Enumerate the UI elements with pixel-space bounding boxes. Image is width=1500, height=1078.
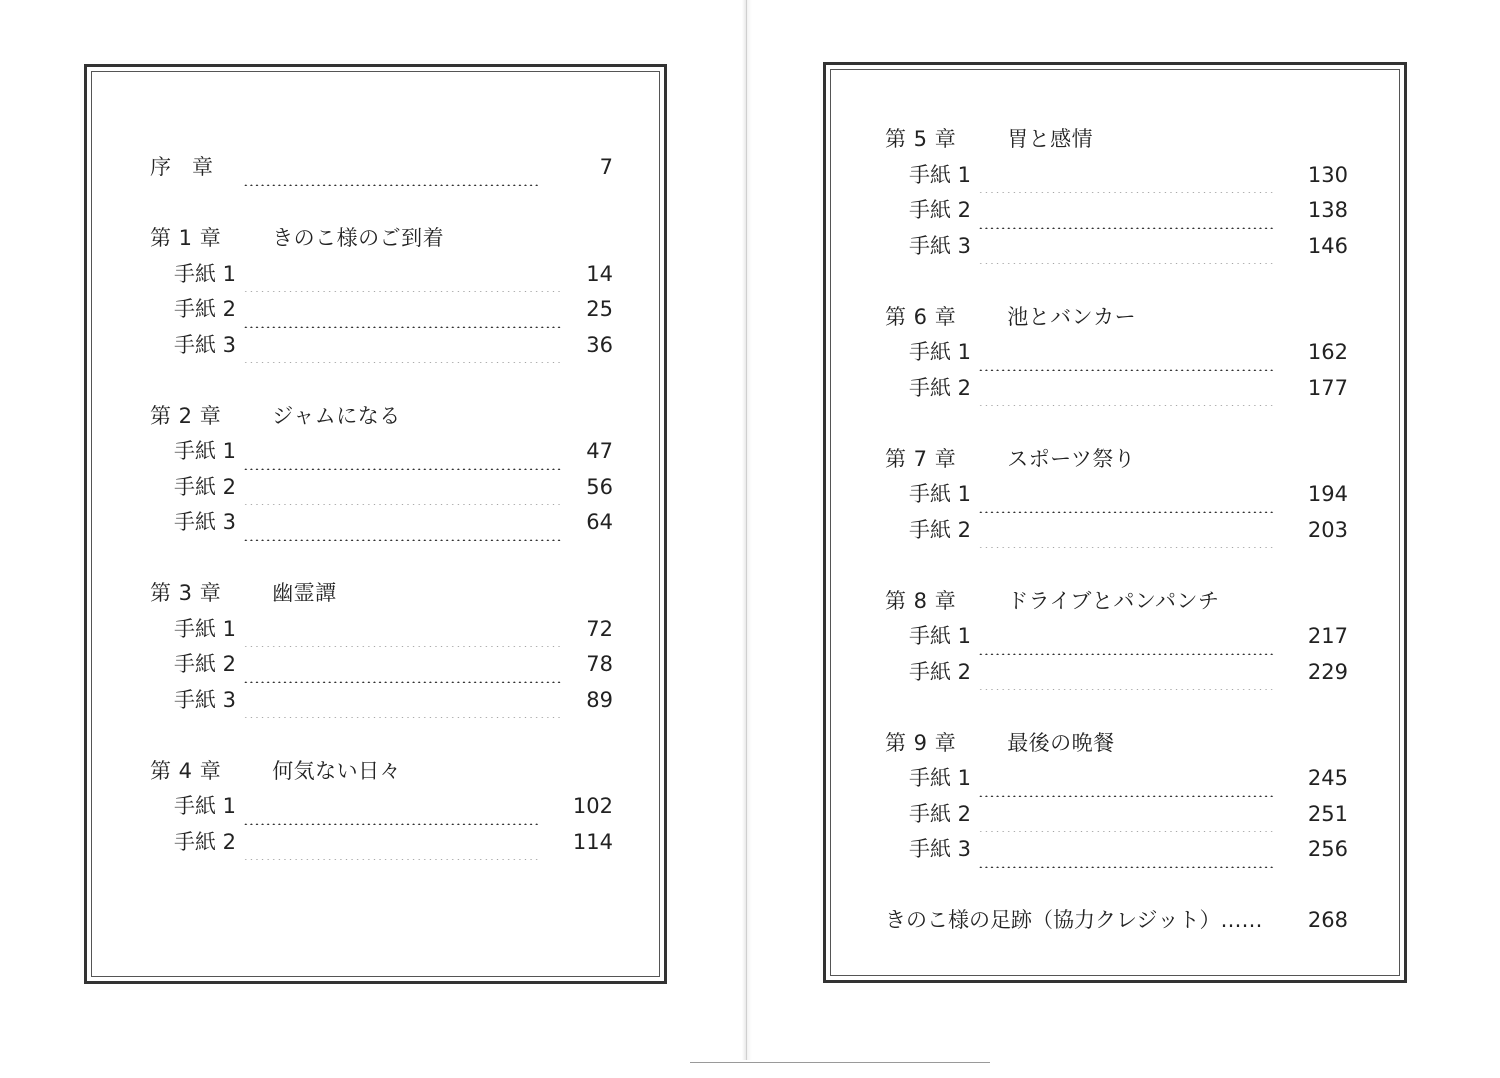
dot-leader (978, 513, 1274, 549)
spacer (150, 363, 615, 399)
spacer (885, 548, 1350, 584)
dot-leader (243, 505, 561, 541)
toc-entry[interactable] (150, 612, 615, 648)
toc-page-number: 162 (1307, 340, 1348, 364)
toc-entry[interactable] (885, 513, 1350, 549)
gutter-fold-line (746, 0, 747, 1060)
chapter-number: 第 5 章 (885, 127, 957, 151)
entry-label: 手紙 1 (909, 482, 972, 506)
toc-credits[interactable] (885, 903, 1350, 939)
toc-page-number: 25 (586, 297, 613, 321)
entry-label: 手紙 1 (174, 616, 237, 641)
toc-entry[interactable] (885, 655, 1350, 691)
dot-leader (978, 335, 1274, 371)
chapter-title: ドライブとパンパンチ (1007, 588, 1220, 613)
toc-entry[interactable] (150, 292, 615, 328)
toc-page-number: 194 (1307, 482, 1348, 506)
entry-label: 手紙 2 (174, 474, 237, 499)
dot-leader (243, 789, 539, 825)
entry-label: 手紙 3 (174, 687, 237, 712)
chapter-number: 第 6 章 (885, 304, 957, 329)
toc-entry[interactable] (885, 619, 1350, 655)
toc-entry[interactable] (885, 761, 1350, 797)
toc-page-number: 47 (586, 439, 613, 463)
credits-label: きのこ様の足跡（協力クレジット）…… (885, 908, 1263, 932)
toc-page-number: 78 (586, 652, 613, 676)
spacer (885, 406, 1350, 442)
toc-page-number: 14 (586, 261, 613, 286)
toc-page-number: 64 (586, 510, 613, 534)
toc-entry[interactable] (885, 371, 1350, 407)
chapter-number: 第 1 章 (150, 226, 222, 250)
spacer (150, 186, 615, 222)
chapter-title: 胃と感情 (1007, 127, 1094, 151)
chapter-number: 第 9 章 (885, 730, 957, 755)
chapter-title: 何気ない日々 (272, 758, 402, 783)
dot-leader (243, 825, 539, 861)
dot-leader (978, 371, 1274, 407)
dot-leader (978, 655, 1274, 691)
dot-leader (978, 797, 1274, 833)
toc-page-number: 138 (1307, 198, 1348, 222)
dot-leader (243, 470, 561, 506)
chapter-number: 第 3 章 (150, 581, 222, 605)
toc-page-number: 203 (1307, 517, 1348, 542)
toc-entry[interactable] (150, 825, 615, 861)
spacer (885, 690, 1350, 726)
chapter-title: きのこ様のご到着 (272, 226, 445, 250)
toc-chapter-heading[interactable] (150, 221, 615, 257)
page-bottom-edge (690, 1062, 990, 1063)
toc-chapter-heading[interactable] (885, 300, 1350, 336)
dot-leader (978, 158, 1274, 194)
chapter-number: 第 7 章 (885, 446, 957, 471)
toc-entry[interactable] (885, 832, 1350, 868)
toc-page-number: 56 (586, 474, 613, 499)
toc-chapter-heading[interactable] (885, 122, 1350, 158)
dot-leader (978, 761, 1274, 797)
toc-page-number: 36 (586, 332, 613, 357)
book-gutter (742, 0, 752, 1060)
spacer (150, 718, 615, 754)
toc-entry[interactable] (150, 505, 615, 541)
dot-leader (243, 683, 561, 719)
toc-page-number: 177 (1307, 375, 1348, 400)
toc-page-number: 146 (1307, 233, 1348, 258)
toc-entry[interactable] (885, 797, 1350, 833)
chapter-title: 幽霊譚 (272, 581, 337, 605)
dot-leader (243, 328, 561, 364)
toc-page-number: 114 (572, 829, 613, 854)
toc-entry[interactable] (885, 158, 1350, 194)
dot-leader (978, 832, 1274, 868)
chapter-title: 最後の晩餐 (1007, 730, 1115, 755)
spacer (885, 264, 1350, 300)
dot-leader (243, 612, 561, 648)
toc-entry[interactable] (150, 647, 615, 683)
chapter-number: 第 8 章 (885, 588, 957, 613)
toc-prologue[interactable] (150, 150, 615, 186)
entry-label: 手紙 3 (174, 510, 237, 534)
dot-leader (978, 477, 1274, 513)
chapter-title: 池とバンカー (1007, 304, 1137, 329)
entry-label: 手紙 2 (909, 517, 972, 542)
entry-label: 手紙 2 (174, 297, 237, 321)
toc-page-number: 256 (1307, 837, 1348, 861)
dot-leader (978, 229, 1274, 265)
spacer (150, 541, 615, 577)
toc-entry[interactable] (150, 789, 615, 825)
toc-prologue-label: 序 章 (150, 155, 213, 179)
toc-entry[interactable] (150, 683, 615, 719)
toc-page-number: 130 (1307, 162, 1348, 187)
entry-label: 手紙 3 (909, 837, 972, 861)
toc-entry[interactable] (150, 434, 615, 470)
toc-chapter-heading[interactable] (885, 442, 1350, 478)
toc-entry[interactable] (150, 257, 615, 293)
chapter-number: 第 4 章 (150, 758, 222, 783)
entry-label: 手紙 2 (909, 659, 972, 684)
entry-label: 手紙 1 (909, 162, 972, 187)
toc-page-number: 268 (1307, 908, 1348, 932)
toc-chapter-heading[interactable] (150, 399, 615, 435)
entry-label: 手紙 2 (909, 375, 972, 400)
dot-leader (243, 292, 561, 328)
entry-label: 手紙 1 (909, 340, 972, 364)
entry-label: 手紙 1 (909, 766, 972, 790)
dot-leader (243, 647, 561, 683)
entry-label: 手紙 1 (174, 439, 237, 463)
toc-entry[interactable] (885, 477, 1350, 513)
chapter-number: 第 2 章 (150, 403, 222, 428)
dot-leader (978, 193, 1274, 229)
toc-entry[interactable] (150, 328, 615, 364)
chapter-title: スポーツ祭り (1007, 446, 1136, 471)
toc-page-number: 89 (586, 687, 613, 712)
dot-leader (243, 257, 561, 293)
toc-page-number: 7 (599, 155, 613, 179)
toc-chapter-heading[interactable] (885, 726, 1350, 762)
right-page-toc (885, 122, 1350, 939)
toc-page-number: 229 (1307, 659, 1348, 684)
toc-chapter-heading[interactable] (150, 754, 615, 790)
entry-label: 手紙 2 (909, 801, 972, 826)
toc-chapter-heading[interactable] (150, 576, 615, 612)
entry-label: 手紙 1 (909, 624, 972, 648)
dot-leader (243, 150, 538, 186)
dot-leader (243, 434, 561, 470)
chapter-title: ジャムになる (272, 403, 401, 428)
toc-page-number: 251 (1307, 801, 1348, 826)
toc-page-number: 72 (586, 616, 613, 641)
toc-entry[interactable] (885, 335, 1350, 371)
left-page-toc (150, 150, 615, 860)
entry-label: 手紙 1 (174, 794, 237, 818)
entry-label: 手紙 1 (174, 261, 237, 286)
toc-chapter-heading[interactable] (885, 584, 1350, 620)
toc-entry[interactable] (150, 470, 615, 506)
toc-page-number: 217 (1307, 624, 1348, 648)
entry-label: 手紙 3 (909, 233, 972, 258)
toc-entry[interactable] (885, 229, 1350, 265)
entry-label: 手紙 2 (909, 198, 972, 222)
toc-page-number: 245 (1307, 766, 1348, 790)
toc-page-number: 102 (572, 794, 613, 818)
dot-leader (978, 619, 1274, 655)
spacer (885, 868, 1350, 904)
entry-label: 手紙 2 (174, 829, 237, 854)
toc-entry[interactable] (885, 193, 1350, 229)
entry-label: 手紙 3 (174, 332, 237, 357)
entry-label: 手紙 2 (174, 652, 237, 676)
